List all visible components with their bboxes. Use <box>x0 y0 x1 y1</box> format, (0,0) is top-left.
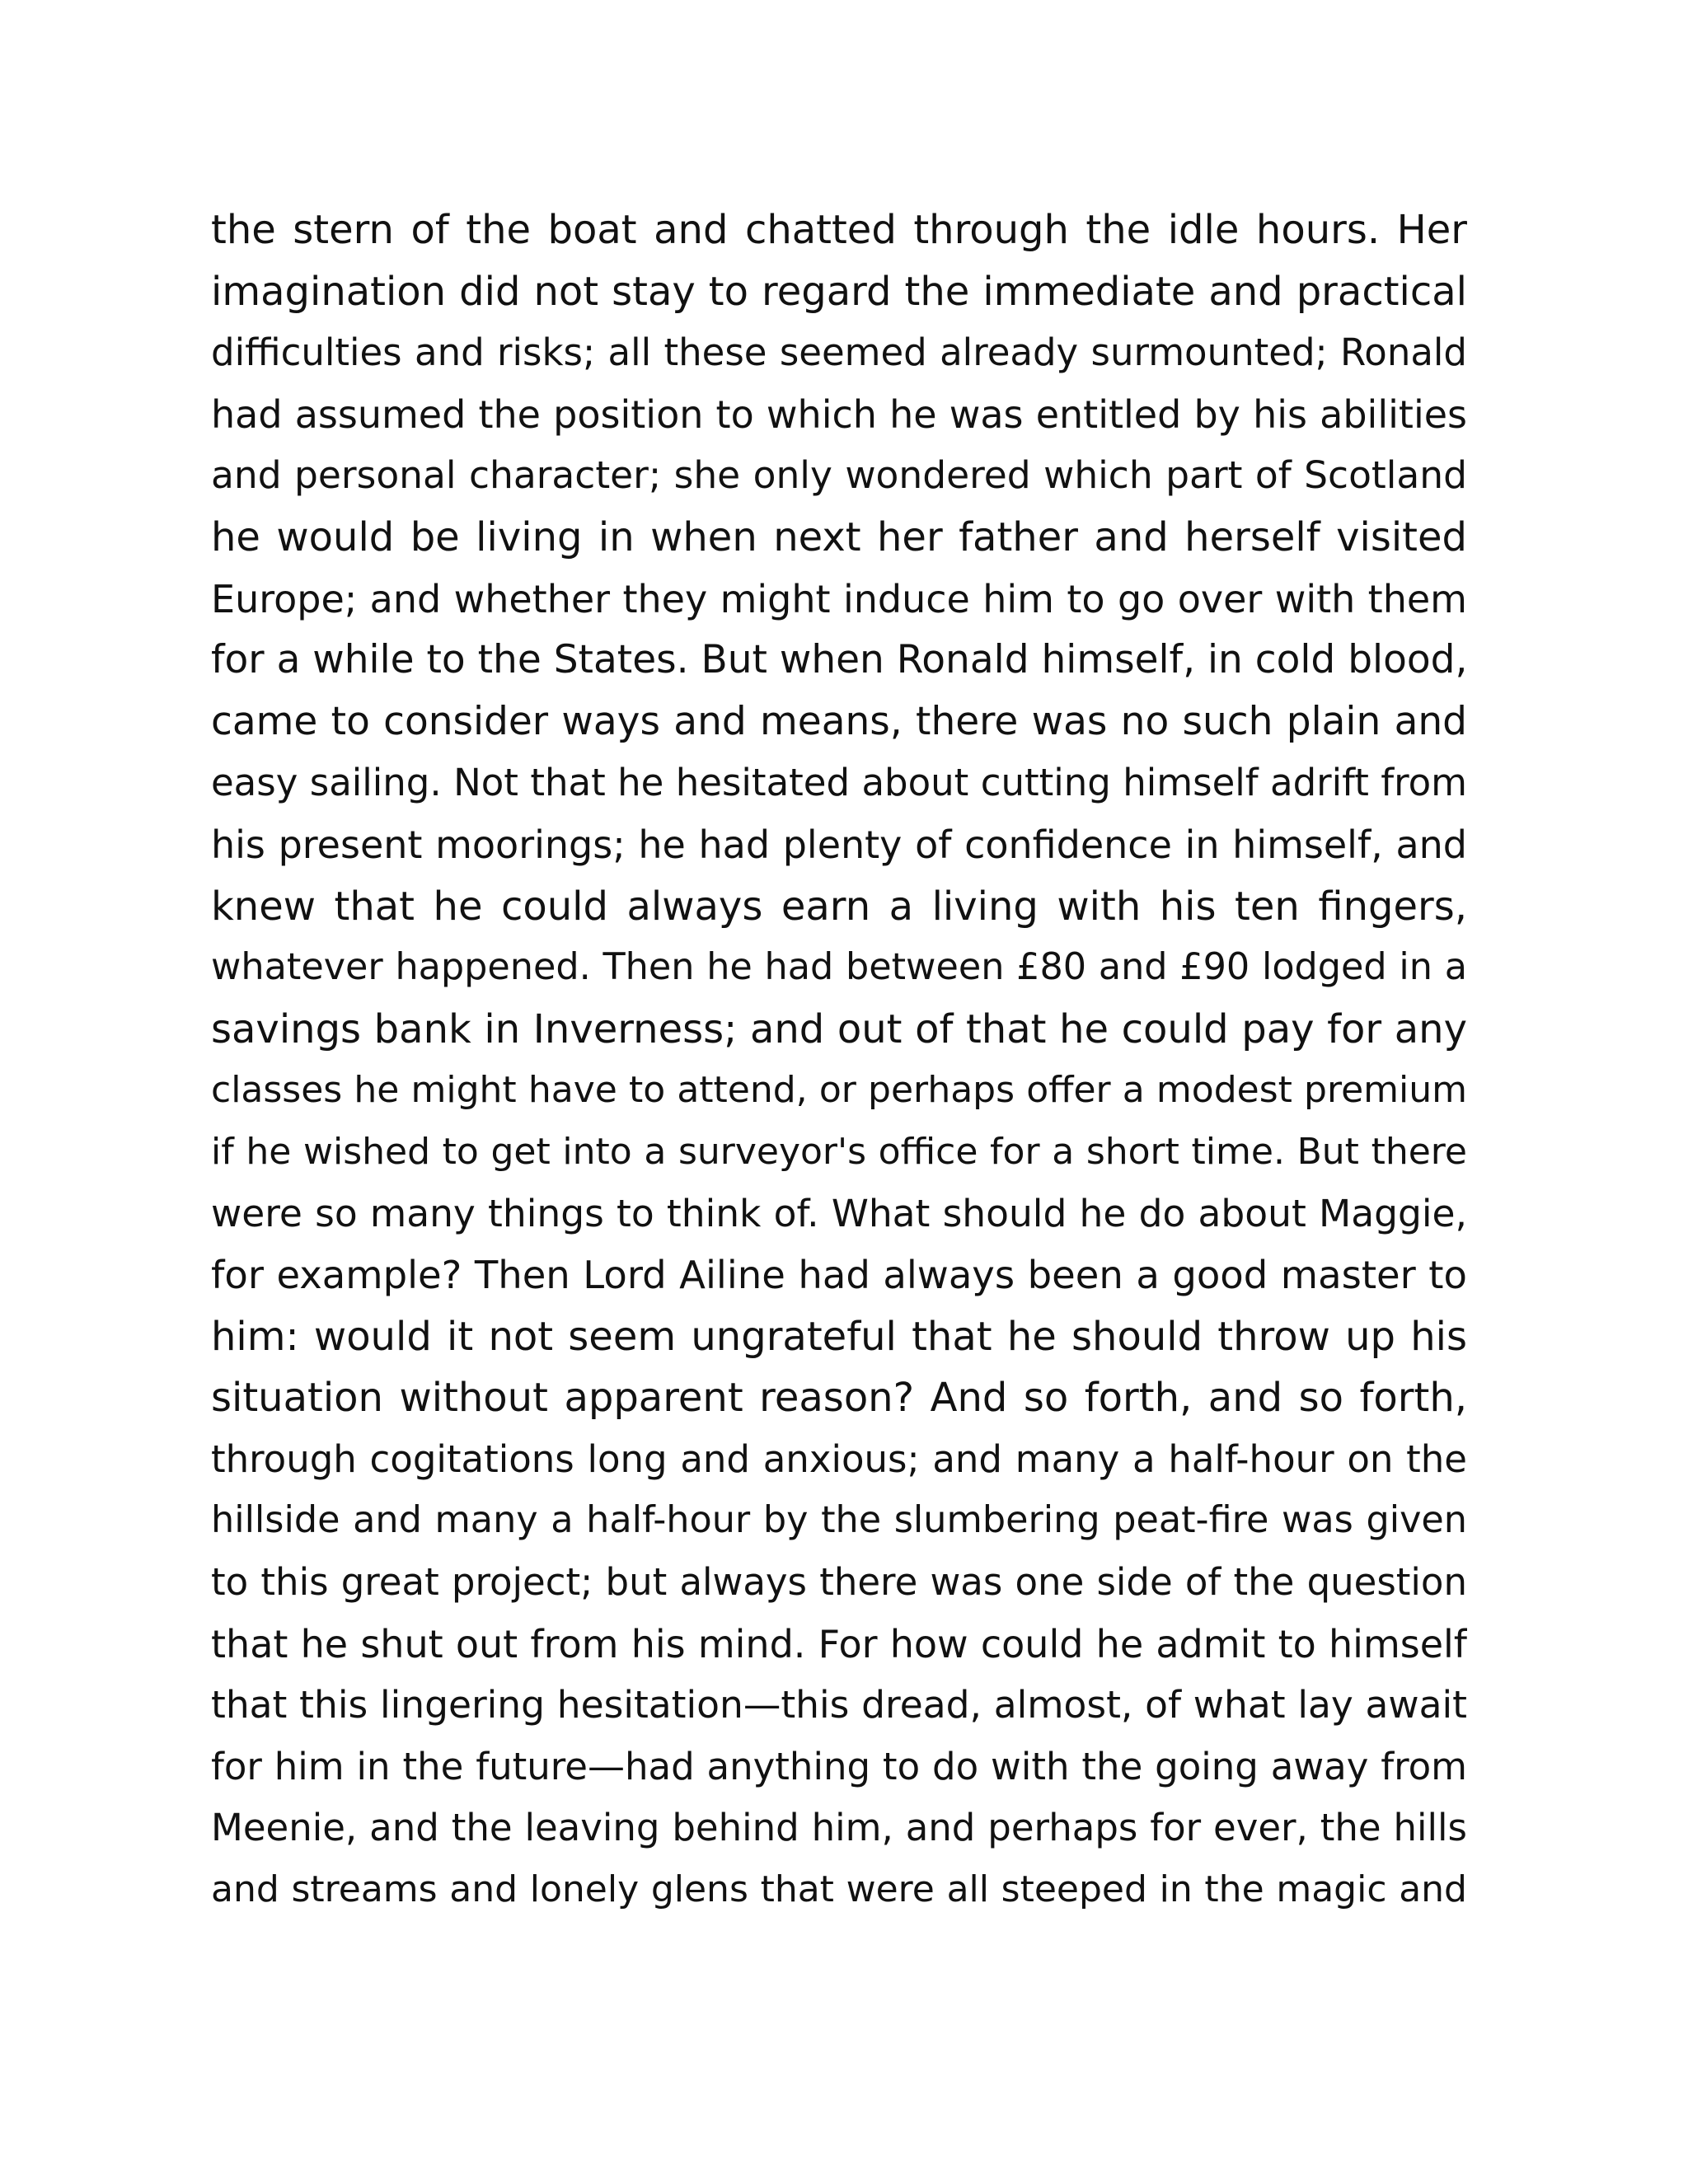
text-line: knew that he could always earn a living with his ten fingers, <box>211 883 1467 930</box>
text-line: for a while to the States. But when Ronald himself, in cold blood, <box>211 637 1467 683</box>
text-line: difficulties and risks; all these seemed already surmounted; Ronald <box>211 330 1467 375</box>
text-line: were so many things to think of. What should he do about Maggie, <box>211 1191 1467 1235</box>
text-line: the stern of the boat and chatted through the idle hours. Her <box>211 207 1467 253</box>
text-line: savings bank in Inverness; and out of that he could pay for any <box>211 1005 1467 1052</box>
text-line: to this great project; but always there was one side of the question <box>211 1560 1467 1605</box>
text-line: and personal character; she only wondered which part of Scotland <box>211 453 1467 498</box>
text-line: if he wished to get into a surveyor's office for a short time. But there <box>211 1130 1467 1173</box>
text-line: that this lingering hesitation—this dread, almost, of what lay await <box>211 1683 1467 1727</box>
text-line: and streams and lonely glens that were all steeped in the magic and <box>211 1868 1467 1911</box>
text-line: easy sailing. Not that he hesitated about cutting himself adrift from <box>211 761 1467 805</box>
text-line: through cogitations long and anxious; and many a half-hour on the <box>211 1436 1467 1481</box>
text-line: classes he might have to attend, or perhaps offer a modest premium <box>211 1069 1467 1112</box>
text-line: him: would it not seem ungrateful that he should throw up his <box>211 1313 1467 1360</box>
text-line: he would be living in when next her father and herself visited <box>211 513 1467 560</box>
body-text <box>211 199 1467 1921</box>
text-line: that he shut out from his mind. For how could he admit to himself <box>211 1621 1467 1666</box>
text-line: imagination did not stay to regard the immediate and practical <box>211 268 1467 315</box>
text-line: for him in the future—had anything to do with the going away from <box>211 1744 1467 1788</box>
text-line: Meenie, and the leaving behind him, and perhaps for ever, the hills <box>211 1806 1467 1850</box>
text-line: for example? Then Lord Ailine had always been a good master to <box>211 1253 1467 1298</box>
text-line: hillside and many a half-hour by the slumbering peat-fire was given <box>211 1499 1467 1542</box>
text-line: situation without apparent reason? And so forth, and so forth, <box>211 1375 1467 1422</box>
text-line: had assumed the position to which he was entitled by his abilities <box>211 391 1467 437</box>
text-line: his present moorings; he had plenty of confidence in himself, and <box>211 822 1467 867</box>
text-line: Europe; and whether they might induce him to go over with them <box>211 576 1467 621</box>
text-line: whatever happened. Then he had between £80 and £90 lodged in a <box>211 946 1467 989</box>
text-line: came to consider ways and means, there was no such plain and <box>211 698 1467 744</box>
